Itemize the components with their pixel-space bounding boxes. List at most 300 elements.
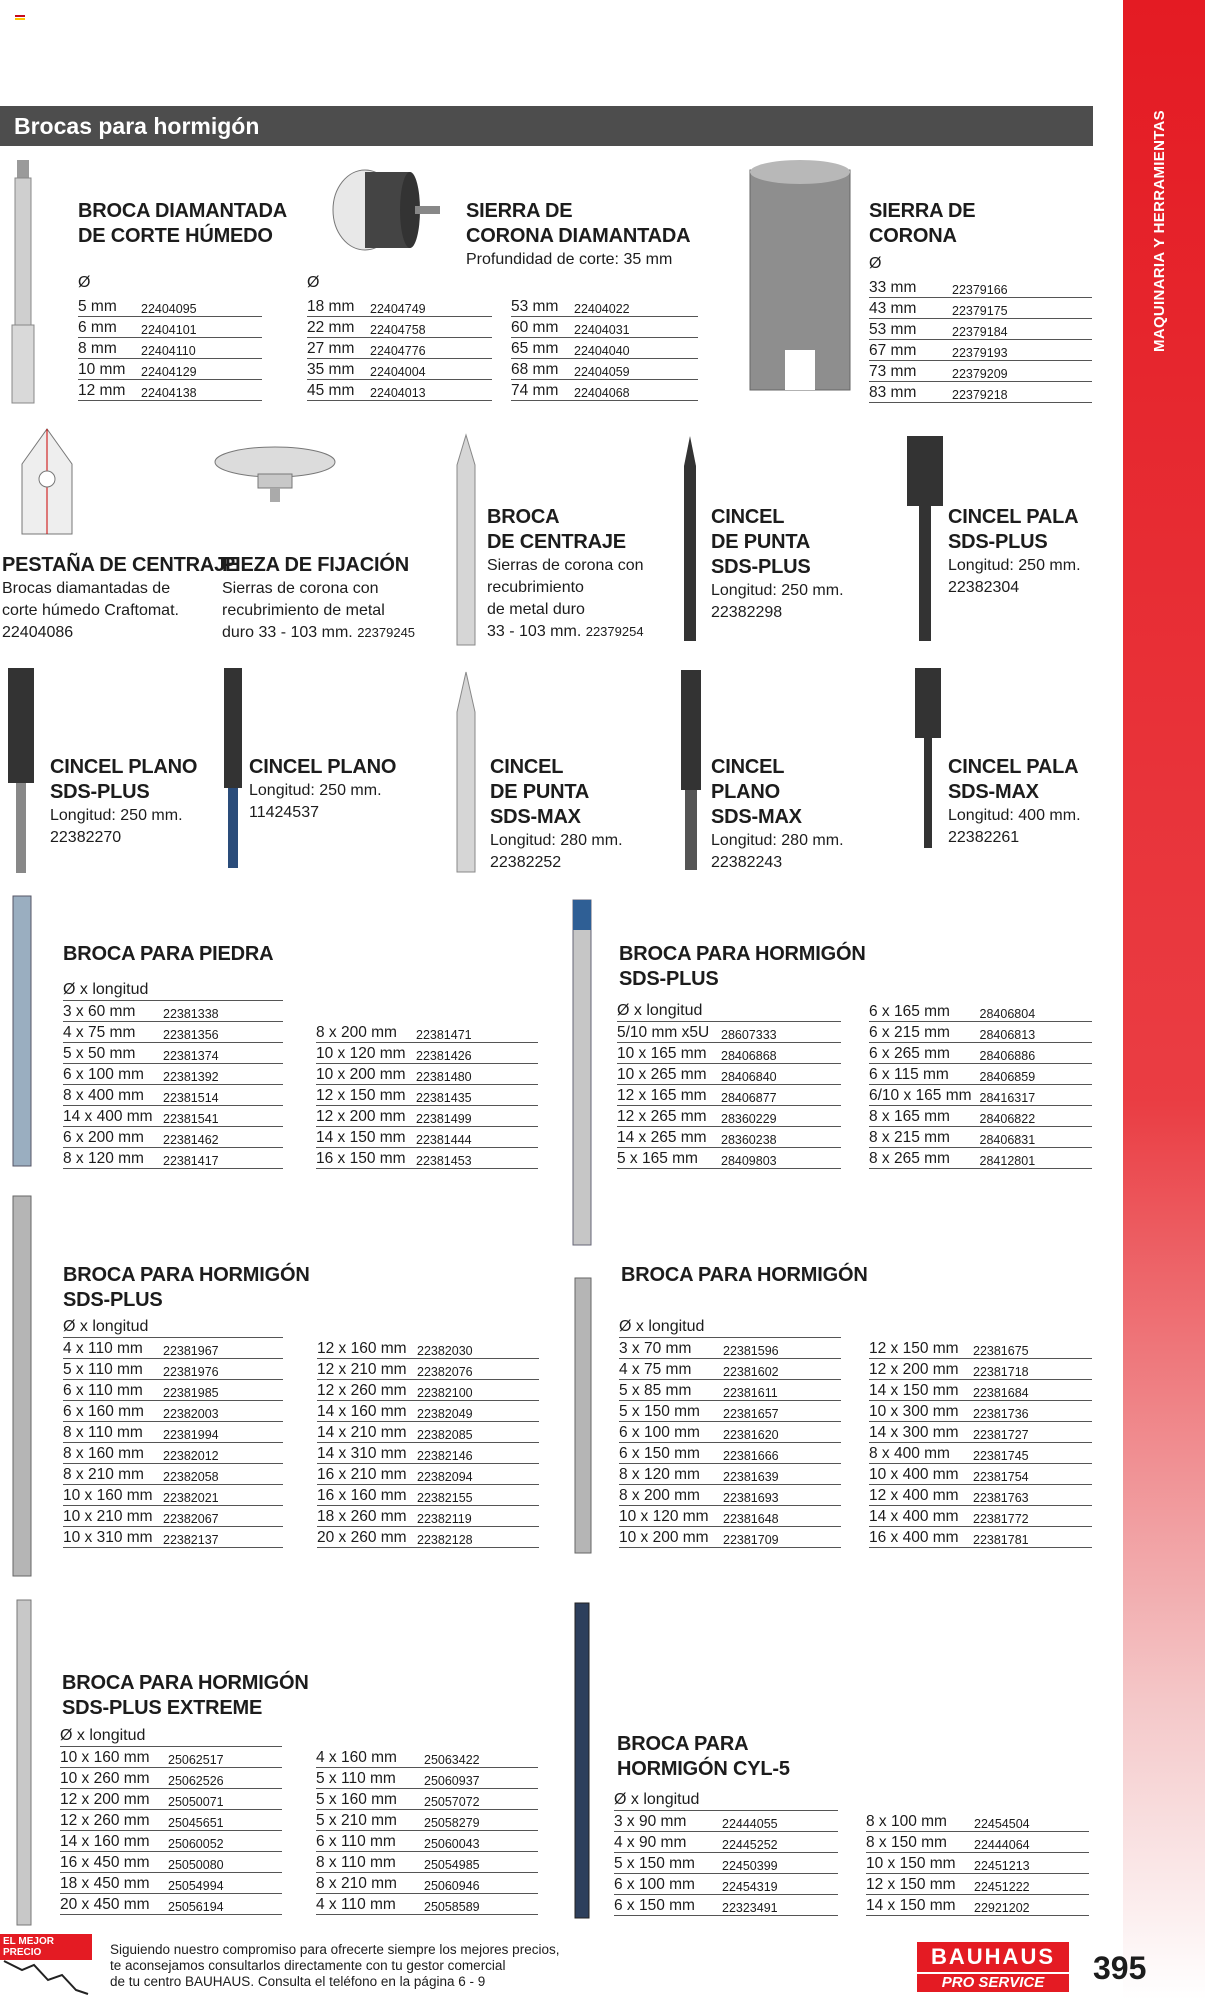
size-cell: 12 x 200 mm (869, 1359, 965, 1380)
article-code-cell: 22381666 (715, 1443, 841, 1464)
size-cell: 16 x 400 mm (869, 1527, 965, 1548)
table-row (619, 1506, 841, 1527)
product-table (869, 1338, 1092, 1548)
product-title: SIERRA DE CORONA (869, 200, 976, 247)
table-row (317, 1380, 539, 1401)
size-cell: 18 x 450 mm (60, 1873, 160, 1894)
size-cell: 4 x 75 mm (63, 1022, 155, 1043)
size-cell: 10 x 165 mm (617, 1043, 713, 1064)
size-cell: 12 x 260 mm (317, 1380, 409, 1401)
size-cell: 10 x 265 mm (617, 1064, 713, 1085)
size-cell: 4 x 110 mm (316, 1894, 416, 1915)
table-row (869, 1401, 1092, 1422)
table-row (614, 1874, 838, 1895)
article-code-cell: 22382094 (409, 1464, 539, 1485)
table-row (317, 1443, 539, 1464)
table-row (307, 296, 492, 317)
size-cell: 12 x 210 mm (317, 1359, 409, 1380)
product-table (63, 1001, 283, 1169)
article-code-cell: 22381453 (408, 1148, 538, 1169)
size-cell: 12 x 200 mm (316, 1106, 408, 1127)
article-code-cell: 28406859 (972, 1064, 1092, 1085)
table-row (617, 1022, 841, 1043)
article-code-cell: 28406886 (972, 1043, 1092, 1064)
table-row (619, 1401, 841, 1422)
article-code-cell: 28406868 (713, 1043, 841, 1064)
article-code-cell: 28406804 (972, 1001, 1092, 1022)
article-code-cell: 22404110 (133, 338, 262, 359)
size-cell: 60 mm (511, 317, 566, 338)
table-header: Ø x longitud (617, 1001, 841, 1022)
table-row (317, 1401, 539, 1422)
table-row (869, 1001, 1092, 1022)
table-row (619, 1443, 841, 1464)
article-code-cell: 22381718 (965, 1359, 1092, 1380)
article-code-cell: 28416317 (972, 1085, 1092, 1106)
article-code-cell: 22323491 (714, 1895, 838, 1916)
size-cell: 12 x 150 mm (316, 1085, 408, 1106)
article-code-cell: 28406822 (972, 1106, 1092, 1127)
table-row (63, 1485, 283, 1506)
article-code-cell: 28406831 (972, 1127, 1092, 1148)
table-row (619, 1527, 841, 1548)
article-code-cell: 22381693 (715, 1485, 841, 1506)
size-cell: 12 x 400 mm (869, 1485, 965, 1506)
table-row (869, 1506, 1092, 1527)
code-table (317, 1338, 539, 1548)
product-flat-chisel-sds-max: CINCEL PLANO SDS-MAX Longitud: 280 mm. 22382243 (711, 756, 844, 871)
article-code-cell: 28412801 (972, 1148, 1092, 1169)
size-cell: 4 x 75 mm (619, 1359, 715, 1380)
size-cell: 6 mm (78, 317, 133, 338)
size-cell: 12 x 200 mm (60, 1789, 160, 1810)
product-title: BROCA PARA HORMIGÓN (621, 1264, 868, 1286)
size-cell: 8 x 200 mm (619, 1485, 715, 1506)
size-cell: 68 mm (511, 359, 566, 380)
article-code-cell: 22382030 (409, 1338, 539, 1359)
table-row (511, 359, 698, 380)
product-table (869, 1001, 1092, 1169)
article-code-cell: 22404129 (133, 359, 262, 380)
table-row (869, 1148, 1092, 1169)
page-number: 395 (1093, 1950, 1147, 1986)
size-cell: 5/10 mm x5U (617, 1022, 713, 1043)
size-cell: 6 x 215 mm (869, 1022, 972, 1043)
table-row (63, 1043, 283, 1064)
code-table (60, 1747, 282, 1915)
size-cell: 5 x 85 mm (619, 1380, 715, 1401)
article-code-cell: 22381392 (155, 1064, 283, 1085)
size-cell: 14 x 400 mm (63, 1106, 155, 1127)
code-table (866, 1811, 1089, 1916)
concrete-bit-image (572, 1278, 594, 1553)
product-table (617, 1022, 841, 1169)
size-cell: 6 x 165 mm (869, 1001, 972, 1022)
article-code-cell: 22404040 (566, 338, 698, 359)
size-cell: 8 x 100 mm (866, 1811, 966, 1832)
table-row (317, 1485, 539, 1506)
flag-icon (15, 15, 25, 22)
table-row (869, 1064, 1092, 1085)
size-cell: 10 x 310 mm (63, 1527, 155, 1548)
product-table (316, 1747, 538, 1915)
size-cell: 43 mm (869, 298, 944, 319)
table-row (307, 338, 492, 359)
size-cell: 14 x 150 mm (869, 1380, 965, 1401)
size-cell: 14 x 310 mm (317, 1443, 409, 1464)
article-code-cell: 22381462 (155, 1127, 283, 1148)
article-code-cell: 22382003 (155, 1401, 283, 1422)
size-cell: 10 x 120 mm (619, 1506, 715, 1527)
table-row (60, 1768, 282, 1789)
article-code-cell: 22381417 (155, 1148, 283, 1169)
table-row (60, 1810, 282, 1831)
table-row (63, 1380, 283, 1401)
table-row (619, 1338, 841, 1359)
table-row (617, 1127, 841, 1148)
article-code-cell: 22381684 (965, 1380, 1092, 1401)
article-code-cell: 22921202 (966, 1895, 1089, 1916)
table-row (60, 1747, 282, 1768)
article-code-cell: 22381602 (715, 1359, 841, 1380)
section-side-label: MAQUINARIA Y HERRAMIENTAS (1151, 110, 1168, 352)
table-row (619, 1380, 841, 1401)
table-row (869, 340, 1092, 361)
size-cell: 4 x 90 mm (614, 1832, 714, 1853)
table-row (511, 317, 698, 338)
table-row (317, 1338, 539, 1359)
table-row (869, 1443, 1092, 1464)
article-code-cell: 22381967 (155, 1338, 283, 1359)
article-code-cell: 22381639 (715, 1464, 841, 1485)
size-cell: 8 x 400 mm (63, 1085, 155, 1106)
size-cell: 6 x 265 mm (869, 1043, 972, 1064)
table-row (869, 1022, 1092, 1043)
table-row (869, 298, 1092, 319)
size-cell: 16 x 160 mm (317, 1485, 409, 1506)
table-row (63, 1064, 283, 1085)
size-cell: 5 x 210 mm (316, 1810, 416, 1831)
product-table (869, 277, 1092, 403)
article-code-cell: 22381736 (965, 1401, 1092, 1422)
size-cell: 6 x 150 mm (614, 1895, 714, 1916)
table-row (63, 1001, 283, 1022)
table-row (511, 296, 698, 317)
article-code-cell: 22379209 (944, 361, 1092, 382)
size-cell: 10 x 160 mm (60, 1747, 160, 1768)
size-cell: 33 mm (869, 277, 944, 298)
article-code-cell: 22451222 (966, 1874, 1089, 1895)
size-cell: 6/10 x 165 mm (869, 1085, 972, 1106)
article-code-cell: 22404749 (362, 296, 492, 317)
bauhaus-logo: BAUHAUS PRO SERVICE (917, 1942, 1069, 1992)
size-cell: 6 x 200 mm (63, 1127, 155, 1148)
size-cell: 67 mm (869, 340, 944, 361)
article-code-cell: 28406877 (713, 1085, 841, 1106)
article-code-cell: 22404138 (133, 380, 262, 401)
article-code-cell: 22381444 (408, 1127, 538, 1148)
cyl5-bit-image (572, 1603, 592, 1918)
size-cell: 18 mm (307, 296, 362, 317)
table-row (78, 380, 262, 401)
size-cell: 20 x 450 mm (60, 1894, 160, 1915)
table-row (316, 1852, 538, 1873)
table-header: Ø x longitud (60, 1726, 282, 1747)
table-row (316, 1768, 538, 1789)
product-table (60, 1747, 282, 1915)
table-row (63, 1443, 283, 1464)
product-table (317, 1338, 539, 1548)
article-code-cell: 22381754 (965, 1464, 1092, 1485)
article-code-cell: 22381338 (155, 1001, 283, 1022)
table-row (866, 1811, 1089, 1832)
size-cell: 5 x 165 mm (617, 1148, 713, 1169)
table-row (63, 1359, 283, 1380)
article-code-cell: 25063422 (416, 1747, 538, 1768)
table-row (869, 1127, 1092, 1148)
code-table (869, 277, 1092, 403)
size-cell: 6 x 110 mm (63, 1380, 155, 1401)
article-code-cell: 22451213 (966, 1853, 1089, 1874)
article-code-cell: 22404004 (362, 359, 492, 380)
article-code-cell: 22381620 (715, 1422, 841, 1443)
article-code-cell: 25062517 (160, 1747, 282, 1768)
article-code-cell: 22382085 (409, 1422, 539, 1443)
size-cell: 12 x 150 mm (869, 1338, 965, 1359)
article-code-cell: 22381763 (965, 1485, 1092, 1506)
article-code-cell: 22381611 (715, 1380, 841, 1401)
size-cell: 27 mm (307, 338, 362, 359)
size-cell: 5 x 110 mm (316, 1768, 416, 1789)
article-code-cell: 22381675 (965, 1338, 1092, 1359)
table-row (316, 1747, 538, 1768)
article-code-cell: 22379175 (944, 298, 1092, 319)
size-cell: 14 x 300 mm (869, 1422, 965, 1443)
article-code-cell: 28409803 (713, 1148, 841, 1169)
table-row (63, 1106, 283, 1127)
size-cell: 5 x 150 mm (619, 1401, 715, 1422)
article-code-cell: 28360229 (713, 1106, 841, 1127)
size-cell: 45 mm (307, 380, 362, 401)
code-table (869, 1338, 1092, 1548)
product-title: BROCA PARA HORMIGÓN SDS-PLUS (63, 1264, 310, 1311)
article-code-cell: 22381514 (155, 1085, 283, 1106)
size-cell: 8 x 400 mm (869, 1443, 965, 1464)
size-cell: 16 x 150 mm (316, 1148, 408, 1169)
table-row (317, 1422, 539, 1443)
hole-saw-image (745, 160, 855, 395)
table-row (619, 1485, 841, 1506)
table-row (60, 1789, 282, 1810)
table-row (316, 1085, 538, 1106)
table-row (617, 1085, 841, 1106)
table-row (63, 1506, 283, 1527)
size-cell: 6 x 150 mm (619, 1443, 715, 1464)
table-row (307, 380, 492, 401)
article-code-cell: 22454504 (966, 1811, 1089, 1832)
size-cell: 12 x 150 mm (866, 1874, 966, 1895)
product-centering-bit: BROCA DE CENTRAJE Sierras de corona con recubrimiento de metal duro 33 - 103 mm. 22379254 (487, 506, 644, 640)
spade-chisel-sds-plus-image (905, 436, 945, 641)
flat-chisel-image (222, 668, 244, 868)
code-table (307, 296, 492, 401)
centering-bit-image (455, 435, 477, 645)
stone-bit-image (10, 896, 34, 1166)
table-row (63, 1022, 283, 1043)
article-code-cell: 22379193 (944, 340, 1092, 361)
size-cell: 73 mm (869, 361, 944, 382)
table-row (78, 317, 262, 338)
size-cell: 6 x 160 mm (63, 1401, 155, 1422)
table-row (619, 1359, 841, 1380)
code-table (619, 1338, 841, 1548)
code-table (617, 1022, 841, 1169)
article-code-cell: 22379166 (944, 277, 1092, 298)
article-code-cell: 22404095 (133, 296, 262, 317)
size-cell: 8 x 120 mm (63, 1148, 155, 1169)
table-row (869, 382, 1092, 403)
size-cell: 8 x 265 mm (869, 1148, 972, 1169)
table-row (869, 1380, 1092, 1401)
article-code-cell: 22381727 (965, 1422, 1092, 1443)
article-code-cell: 25045651 (160, 1810, 282, 1831)
fixing-piece-image (210, 444, 340, 504)
article-code-cell: 22381745 (965, 1443, 1092, 1464)
table-row (316, 1894, 538, 1915)
article-code-cell: 22381356 (155, 1022, 283, 1043)
table-header: Ø x longitud (619, 1317, 841, 1338)
table-row (316, 1148, 538, 1169)
article-code-cell: 22404013 (362, 380, 492, 401)
table-row (63, 1338, 283, 1359)
size-cell: 18 x 260 mm (317, 1506, 409, 1527)
footer-note: Siguiendo nuestro compromiso para ofrecerte siempre los mejores precios, te aconsejamos consultarlos directamente con tu gestor comercial de tu centro BAUHAUS. Consulta el teléfono en la página 6 - 9 (110, 1942, 560, 1989)
diamond-core-bit-image (8, 160, 38, 405)
article-code-cell: 22382049 (409, 1401, 539, 1422)
table-row (614, 1895, 838, 1916)
table-row (316, 1106, 538, 1127)
size-cell: 5 x 110 mm (63, 1359, 155, 1380)
table-row (316, 1789, 538, 1810)
article-code-cell: 22382076 (409, 1359, 539, 1380)
article-code-cell: 25057072 (416, 1789, 538, 1810)
size-cell: 10 x 120 mm (316, 1043, 408, 1064)
size-cell: 35 mm (307, 359, 362, 380)
size-cell: 10 x 260 mm (60, 1768, 160, 1789)
size-cell: 8 x 200 mm (316, 1022, 408, 1043)
size-cell: 5 x 150 mm (614, 1853, 714, 1874)
size-cell: 8 x 210 mm (316, 1873, 416, 1894)
product-table (614, 1811, 838, 1916)
article-code-cell: 22382021 (155, 1485, 283, 1506)
size-cell: 8 x 110 mm (63, 1422, 155, 1443)
table-row (317, 1506, 539, 1527)
table-row (869, 1338, 1092, 1359)
article-code-cell: 22381499 (408, 1106, 538, 1127)
table-row (307, 317, 492, 338)
table-row (317, 1527, 539, 1548)
article-code-cell: 22382155 (409, 1485, 539, 1506)
table-row (866, 1895, 1089, 1916)
size-cell: 8 mm (78, 338, 133, 359)
article-code-cell: 22381985 (155, 1380, 283, 1401)
table-row (511, 338, 698, 359)
size-cell: 14 x 160 mm (60, 1831, 160, 1852)
size-cell: 16 x 450 mm (60, 1852, 160, 1873)
product-point-chisel-sds-max: CINCEL DE PUNTA SDS-MAX Longitud: 280 mm. 22382252 (490, 756, 623, 871)
table-row (78, 359, 262, 380)
code-table (63, 1001, 283, 1169)
table-row (614, 1811, 838, 1832)
table-row (60, 1894, 282, 1915)
size-cell: 10 x 160 mm (63, 1485, 155, 1506)
size-cell: 10 x 200 mm (619, 1527, 715, 1548)
table-row (869, 319, 1092, 340)
article-code-cell: 28360238 (713, 1127, 841, 1148)
table-row (60, 1873, 282, 1894)
article-code-cell: 22444064 (966, 1832, 1089, 1853)
table-row (63, 1401, 283, 1422)
article-code-cell: 22404059 (566, 359, 698, 380)
size-cell: 3 x 60 mm (63, 1001, 155, 1022)
article-code-cell: 25060946 (416, 1873, 538, 1894)
table-row (63, 1464, 283, 1485)
code-table (511, 296, 698, 401)
size-cell: 14 x 150 mm (866, 1895, 966, 1916)
article-code-cell: 22381657 (715, 1401, 841, 1422)
table-header: Ø x longitud (63, 1317, 283, 1338)
article-code-cell: 28406840 (713, 1064, 841, 1085)
size-cell: 10 x 300 mm (869, 1401, 965, 1422)
size-cell: 5 x 160 mm (316, 1789, 416, 1810)
size-cell: 14 x 160 mm (317, 1401, 409, 1422)
product-spade-chisel-sds-plus: CINCEL PALA SDS-PLUS Longitud: 250 mm. 22382304 (948, 506, 1081, 596)
code-table (78, 296, 262, 401)
sds-plus-extreme-bit-image (14, 1600, 34, 1925)
article-code-cell: 22382012 (155, 1443, 283, 1464)
centering-flange-image (12, 424, 82, 536)
article-code-cell: 25050080 (160, 1852, 282, 1873)
product-table (866, 1811, 1089, 1916)
size-cell: 14 x 210 mm (317, 1422, 409, 1443)
table-header: Ø x longitud (63, 980, 283, 1001)
table-row (869, 1422, 1092, 1443)
article-code-cell: 22404101 (133, 317, 262, 338)
size-cell: 4 x 110 mm (63, 1338, 155, 1359)
table-row (317, 1464, 539, 1485)
size-cell: 8 x 120 mm (619, 1464, 715, 1485)
article-code-cell: 22382058 (155, 1464, 283, 1485)
product-table (307, 296, 492, 401)
article-code-cell: 22379184 (944, 319, 1092, 340)
article-code-cell: 22382146 (409, 1443, 539, 1464)
size-cell: 53 mm (869, 319, 944, 340)
product-title: BROCA PARA HORMIGÓN SDS-PLUS (619, 943, 866, 990)
product-fixing-piece: PIEZA DE FIJACIÓN Sierras de corona con recubrimiento de metal duro 33 - 103 mm. 22379245 (222, 554, 416, 641)
diameter-symbol: Ø (869, 255, 882, 272)
article-code-cell: 22382128 (409, 1527, 539, 1548)
product-spade-chisel-sds-max: CINCEL PALA SDS-MAX Longitud: 400 mm. 22382261 (948, 756, 1081, 846)
article-code-cell: 25056194 (160, 1894, 282, 1915)
table-row (511, 380, 698, 401)
table-row (614, 1853, 838, 1874)
article-code-cell: 22404022 (566, 296, 698, 317)
size-cell: 5 x 50 mm (63, 1043, 155, 1064)
diameter-symbol: Ø (307, 274, 320, 291)
article-code-cell: 25062526 (160, 1768, 282, 1789)
article-code-cell: 22404758 (362, 317, 492, 338)
code-table (869, 1001, 1092, 1169)
